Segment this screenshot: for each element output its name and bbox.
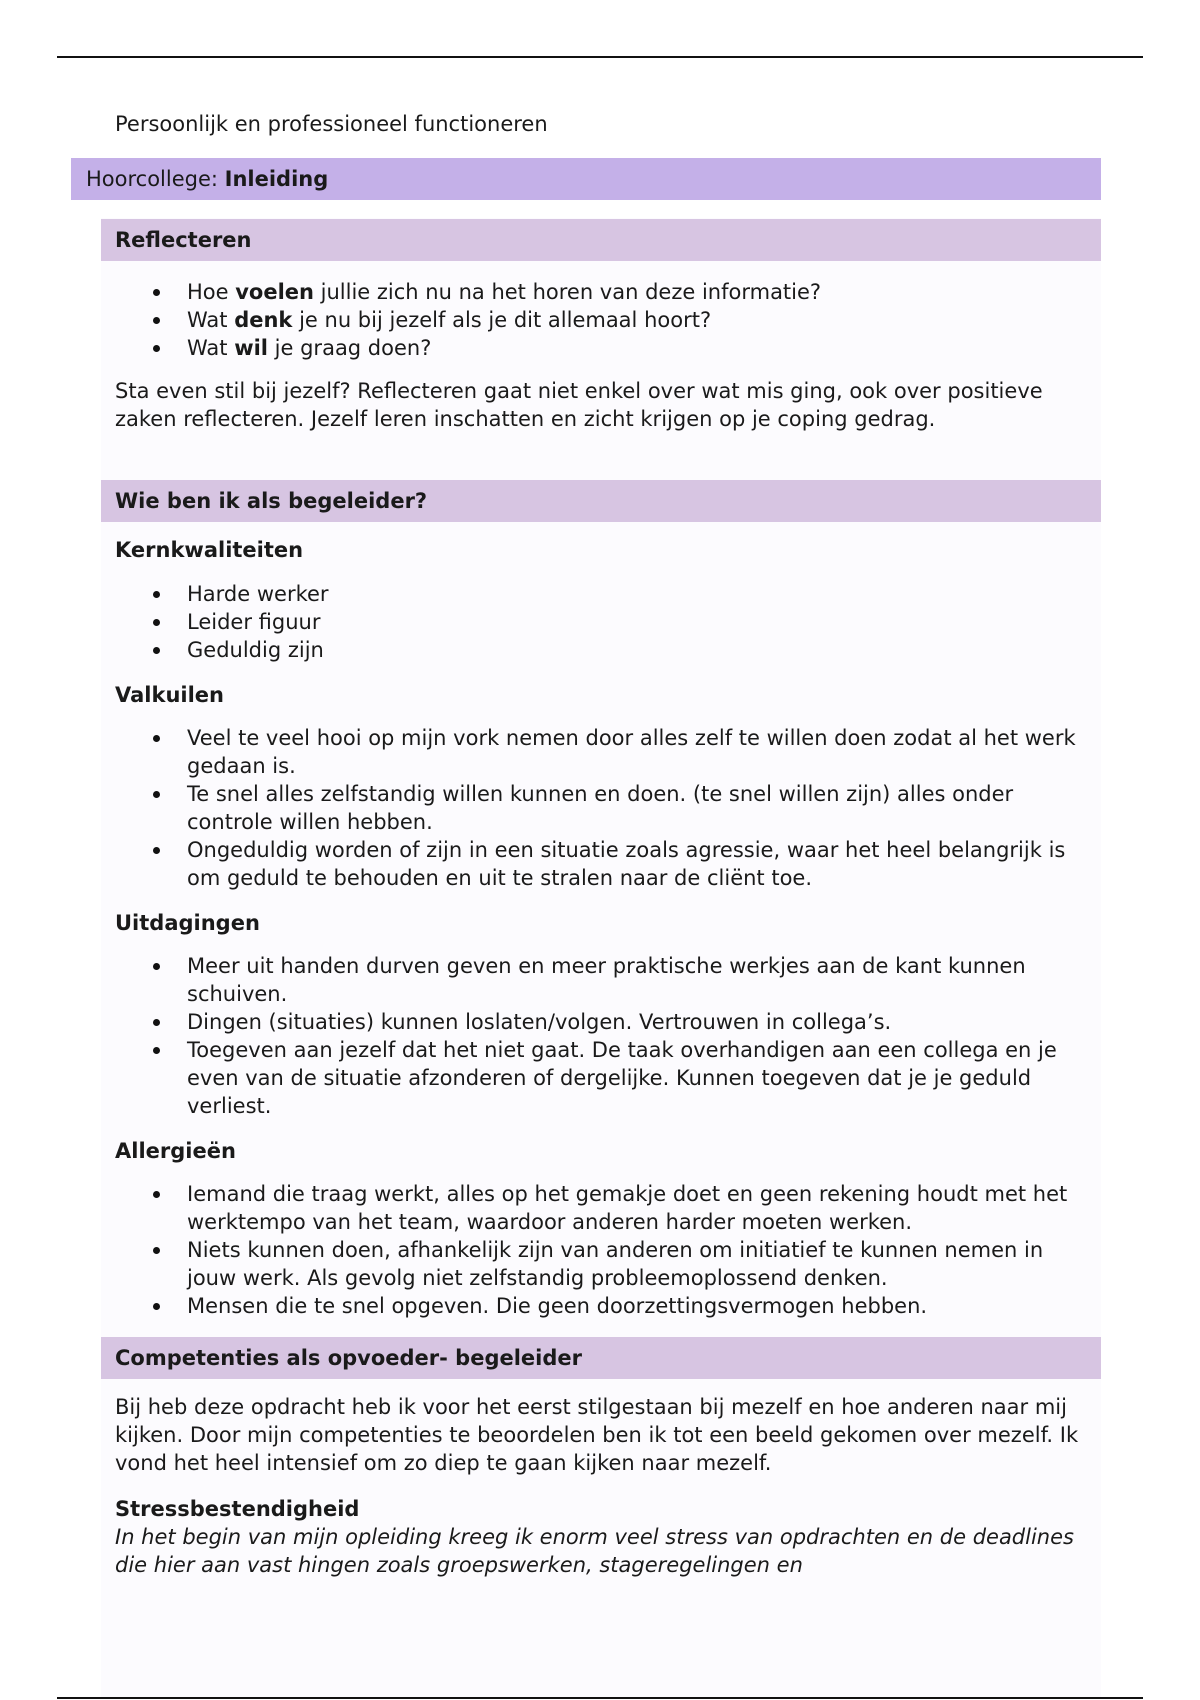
top-rule [57, 56, 1143, 58]
competenties-intro: Bij heb deze opdracht heb ik voor het eerst stilgestaan bij mezelf en hoe anderen naar mij kijken. Door mijn competenties te beoordelen ben ik tot een beeld gekomen over mezelf. Ik vond het heel intensief om zo diep te gaan kijken naar mezelf. [115, 1395, 1079, 1475]
list-item: Geduldig zijn [115, 636, 1085, 664]
document-title: Persoonlijk en professioneel functioneren [115, 112, 548, 136]
valkuilen-heading: Valkuilen [115, 683, 224, 707]
list-item: Wat denk je nu bij jezelf als je dit allemaal hoort? [115, 306, 1085, 334]
section-heading-begeleider: Wie ben ik als begeleider? [101, 480, 1101, 522]
list-item: Meer uit handen durven geven en meer praktische werkjes aan de kant kunnen schuiven. [115, 952, 1085, 1008]
list-item: Leider figuur [115, 608, 1085, 636]
list-item: Harde werker [115, 580, 1085, 608]
list-item: Veel te veel hooi op mijn vork nemen door alles zelf te willen doen zodat al het werk gedaan is. [115, 724, 1085, 780]
reflection-questions [115, 278, 1085, 362]
kernkwaliteiten-heading: Kernkwaliteiten [115, 538, 304, 562]
valkuilen-list [115, 724, 1085, 892]
allergieen-heading: Allergieën [115, 1139, 236, 1163]
section-heading-competenties: Competenties als opvoeder- begeleider [101, 1337, 1101, 1379]
list-item: Iemand die traag werkt, alles op het gemakje doet en geen rekening houdt met het werktempo van het team, waardoor anderen harder moeten werken. [115, 1180, 1085, 1236]
kernkwaliteiten-list [115, 580, 1085, 664]
allergieen-list [115, 1180, 1085, 1320]
list-item: Te snel alles zelfstandig willen kunnen en doen. (te snel willen zijn) alles onder controle willen hebben. [115, 780, 1085, 836]
list-item: Hoe voelen jullie zich nu na het horen van deze informatie? [115, 278, 1085, 306]
reflection-paragraph: Sta even stil bij jezelf? Reflecteren gaat niet enkel over wat mis ging, ook over positieve zaken reflecteren. Jezelf leren inschatten en zicht krijgen op je coping gedrag. [115, 379, 1043, 431]
list-item: Dingen (situaties) kunnen loslaten/volgen. Vertrouwen in collega’s. [115, 1008, 1085, 1036]
uitdagingen-heading: Uitdagingen [115, 911, 260, 935]
stressbestendigheid-heading: Stressbestendigheid [115, 1497, 360, 1521]
list-item: Toegeven aan jezelf dat het niet gaat. De taak overhandigen aan een collega en je even van de situatie afzonderen of dergelijke. Kunnen toegeven dat je je geduld verliest. [115, 1036, 1085, 1120]
lecture-header [71, 158, 1101, 200]
list-item: Ongeduldig worden of zijn in een situatie zoals agressie, waar het heel belangrijk is om geduld te behouden en uit te stralen naar de cliënt toe. [115, 836, 1085, 892]
list-item: Wat wil je graag doen? [115, 334, 1085, 362]
bottom-rule [57, 1697, 1143, 1699]
lecture-name: Inleiding [224, 167, 329, 191]
list-item: Niets kunnen doen, afhankelijk zijn van anderen om initiatief te kunnen nemen in jouw werk. Als gevolg niet zelfstandig probleemoplossend denken. [115, 1236, 1085, 1292]
uitdagingen-list [115, 952, 1085, 1120]
section-heading-reflecteren: Reflecteren [101, 219, 1101, 261]
lecture-prefix: Hoorcollege: [86, 167, 225, 191]
list-item: Mensen die te snel opgeven. Die geen doorzettingsvermogen hebben. [115, 1292, 1085, 1320]
stressbestendigheid-text: In het begin van mijn opleiding kreeg ik enorm veel stress van opdrachten en de deadlines die hier aan vast hingen zoals groepswerken, stageregelingen en [115, 1525, 1074, 1577]
